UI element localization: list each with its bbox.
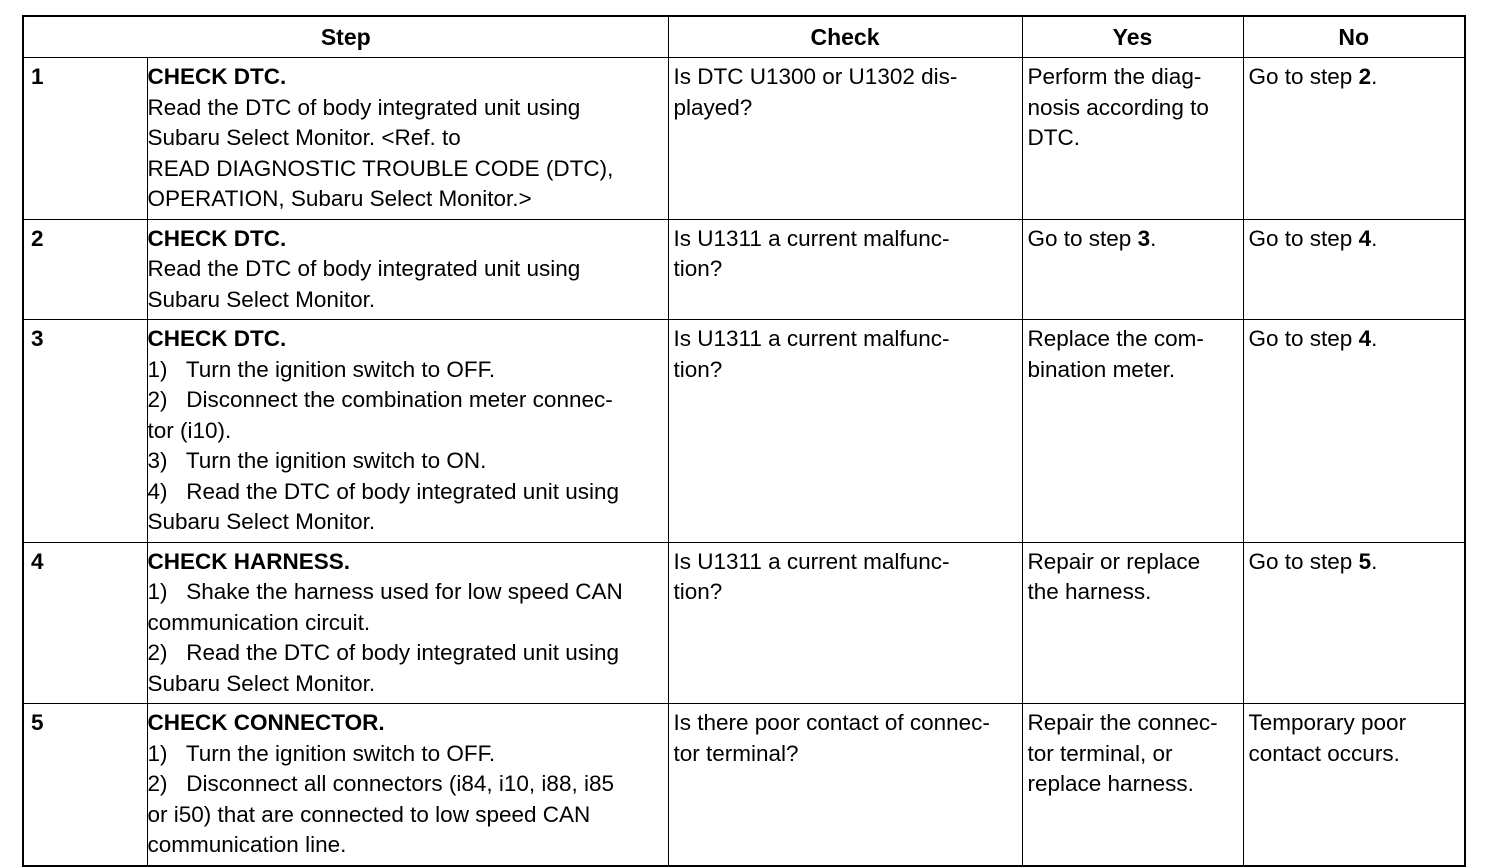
step-number: 5 (23, 704, 147, 866)
yes-line: Repair or replace (1027, 548, 1201, 574)
step-line: Subaru Select Monitor. (147, 509, 376, 534)
no-step-link: 4 (1358, 225, 1372, 251)
step-line: 2) Disconnect all connectors (i84, i10, i88, i85 (147, 771, 614, 796)
yes-line: bination meter. (1027, 356, 1176, 382)
no-cell (1243, 219, 1465, 320)
step-number: 3 (23, 320, 147, 543)
step-title: CHECK CONNECTOR. (147, 710, 385, 735)
step-line: Subaru Select Monitor. <Ref. to (147, 125, 461, 150)
step-line: 3) Turn the ignition switch to ON. (147, 448, 487, 473)
table-row (23, 542, 1465, 704)
yes-line: Replace the com- (1027, 326, 1204, 351)
check-cell (668, 704, 1022, 866)
check-line: played? (673, 94, 753, 120)
step-line: OPERATION, Subaru Select Monitor.> (147, 186, 532, 211)
step-line: 2) Disconnect the combination meter connec- (147, 387, 613, 412)
no-prefix: Go to step (1248, 64, 1359, 89)
check-cell (668, 219, 1022, 320)
check-line: Is there poor contact of connec- (673, 710, 990, 735)
step-number: 2 (23, 219, 147, 320)
no-prefix: Go to step (1248, 225, 1359, 251)
check-line: tor terminal? (673, 740, 799, 766)
table-row (23, 58, 1465, 220)
step-line: communication line. (147, 832, 347, 857)
check-line: Is U1311 a current malfunc- (673, 548, 950, 574)
no-cell (1243, 542, 1465, 704)
step-line: or i50) that are connected to low speed CAN (147, 801, 591, 827)
step-title: CHECK DTC. (147, 64, 287, 89)
no-suffix: . (1371, 64, 1378, 89)
header-no: No (1243, 16, 1465, 58)
step-line: Subaru Select Monitor. (147, 670, 376, 696)
yes-step-link: 3 (1137, 225, 1151, 251)
check-line: tion? (673, 356, 723, 382)
no-cell (1243, 320, 1465, 543)
step-line: tor (i10). (147, 417, 232, 443)
diagnostic-table (22, 15, 1466, 867)
no-step-link: 5 (1358, 548, 1372, 574)
yes-line: Perform the diag- (1027, 64, 1202, 89)
step-title: CHECK DTC. (147, 326, 287, 351)
check-line: tion? (673, 579, 723, 604)
step-description (147, 704, 668, 866)
no-line: contact occurs. (1248, 740, 1400, 766)
check-cell (668, 542, 1022, 704)
yes-line: replace harness. (1027, 771, 1194, 796)
check-cell (668, 320, 1022, 543)
step-description (147, 58, 668, 220)
no-cell (1243, 704, 1465, 866)
step-line: Subaru Select Monitor. (147, 286, 376, 312)
header-check: Check (668, 16, 1022, 58)
check-line: Is DTC U1300 or U1302 dis- (673, 64, 958, 89)
yes-cell (1022, 704, 1243, 866)
yes-cell (1022, 320, 1243, 543)
yes-line: nosis according to (1027, 94, 1209, 120)
check-cell (668, 58, 1022, 220)
step-line: 4) Read the DTC of body integrated unit using (147, 478, 620, 504)
step-line: 1) Turn the ignition switch to OFF. (147, 356, 496, 382)
yes-suffix: . (1150, 225, 1157, 251)
step-line: READ DIAGNOSTIC TROUBLE CODE (DTC), (147, 155, 614, 181)
yes-prefix: Go to step (1027, 225, 1138, 251)
yes-cell (1022, 542, 1243, 704)
step-line: 1) Shake the harness used for low speed CAN (147, 579, 623, 604)
step-title: CHECK HARNESS. (147, 548, 351, 574)
step-description (147, 542, 668, 704)
step-title: CHECK DTC. (147, 225, 287, 251)
yes-cell (1022, 219, 1243, 320)
check-line: tion? (673, 256, 723, 281)
step-number: 4 (23, 542, 147, 704)
table-row (23, 219, 1465, 320)
table-row (23, 320, 1465, 543)
no-step-link: 4 (1358, 326, 1372, 351)
no-suffix: . (1371, 225, 1378, 251)
step-line: Read the DTC of body integrated unit using (147, 256, 581, 281)
no-line: Temporary poor (1248, 710, 1407, 735)
header-yes: Yes (1022, 16, 1243, 58)
yes-line: DTC. (1027, 125, 1080, 150)
yes-line: tor terminal, or (1027, 740, 1173, 766)
yes-line: Repair the connec- (1027, 710, 1218, 735)
header-step: Step (23, 16, 668, 58)
no-prefix: Go to step (1248, 326, 1359, 351)
step-description (147, 320, 668, 543)
header-row (23, 16, 1465, 58)
step-line: communication circuit. (147, 609, 371, 635)
step-line: Read the DTC of body integrated unit using (147, 94, 581, 120)
yes-cell (1022, 58, 1243, 220)
step-line: 2) Read the DTC of body integrated unit using (147, 640, 620, 665)
no-step-link: 2 (1358, 64, 1372, 89)
yes-line: the harness. (1027, 579, 1152, 604)
no-suffix: . (1371, 326, 1378, 351)
no-prefix: Go to step (1248, 548, 1359, 574)
step-line: 1) Turn the ignition switch to OFF. (147, 740, 496, 766)
table-row (23, 704, 1465, 866)
check-line: Is U1311 a current malfunc- (673, 225, 950, 251)
no-cell (1243, 58, 1465, 220)
no-suffix: . (1371, 548, 1378, 574)
step-description (147, 219, 668, 320)
check-line: Is U1311 a current malfunc- (673, 326, 950, 351)
step-number: 1 (23, 58, 147, 220)
